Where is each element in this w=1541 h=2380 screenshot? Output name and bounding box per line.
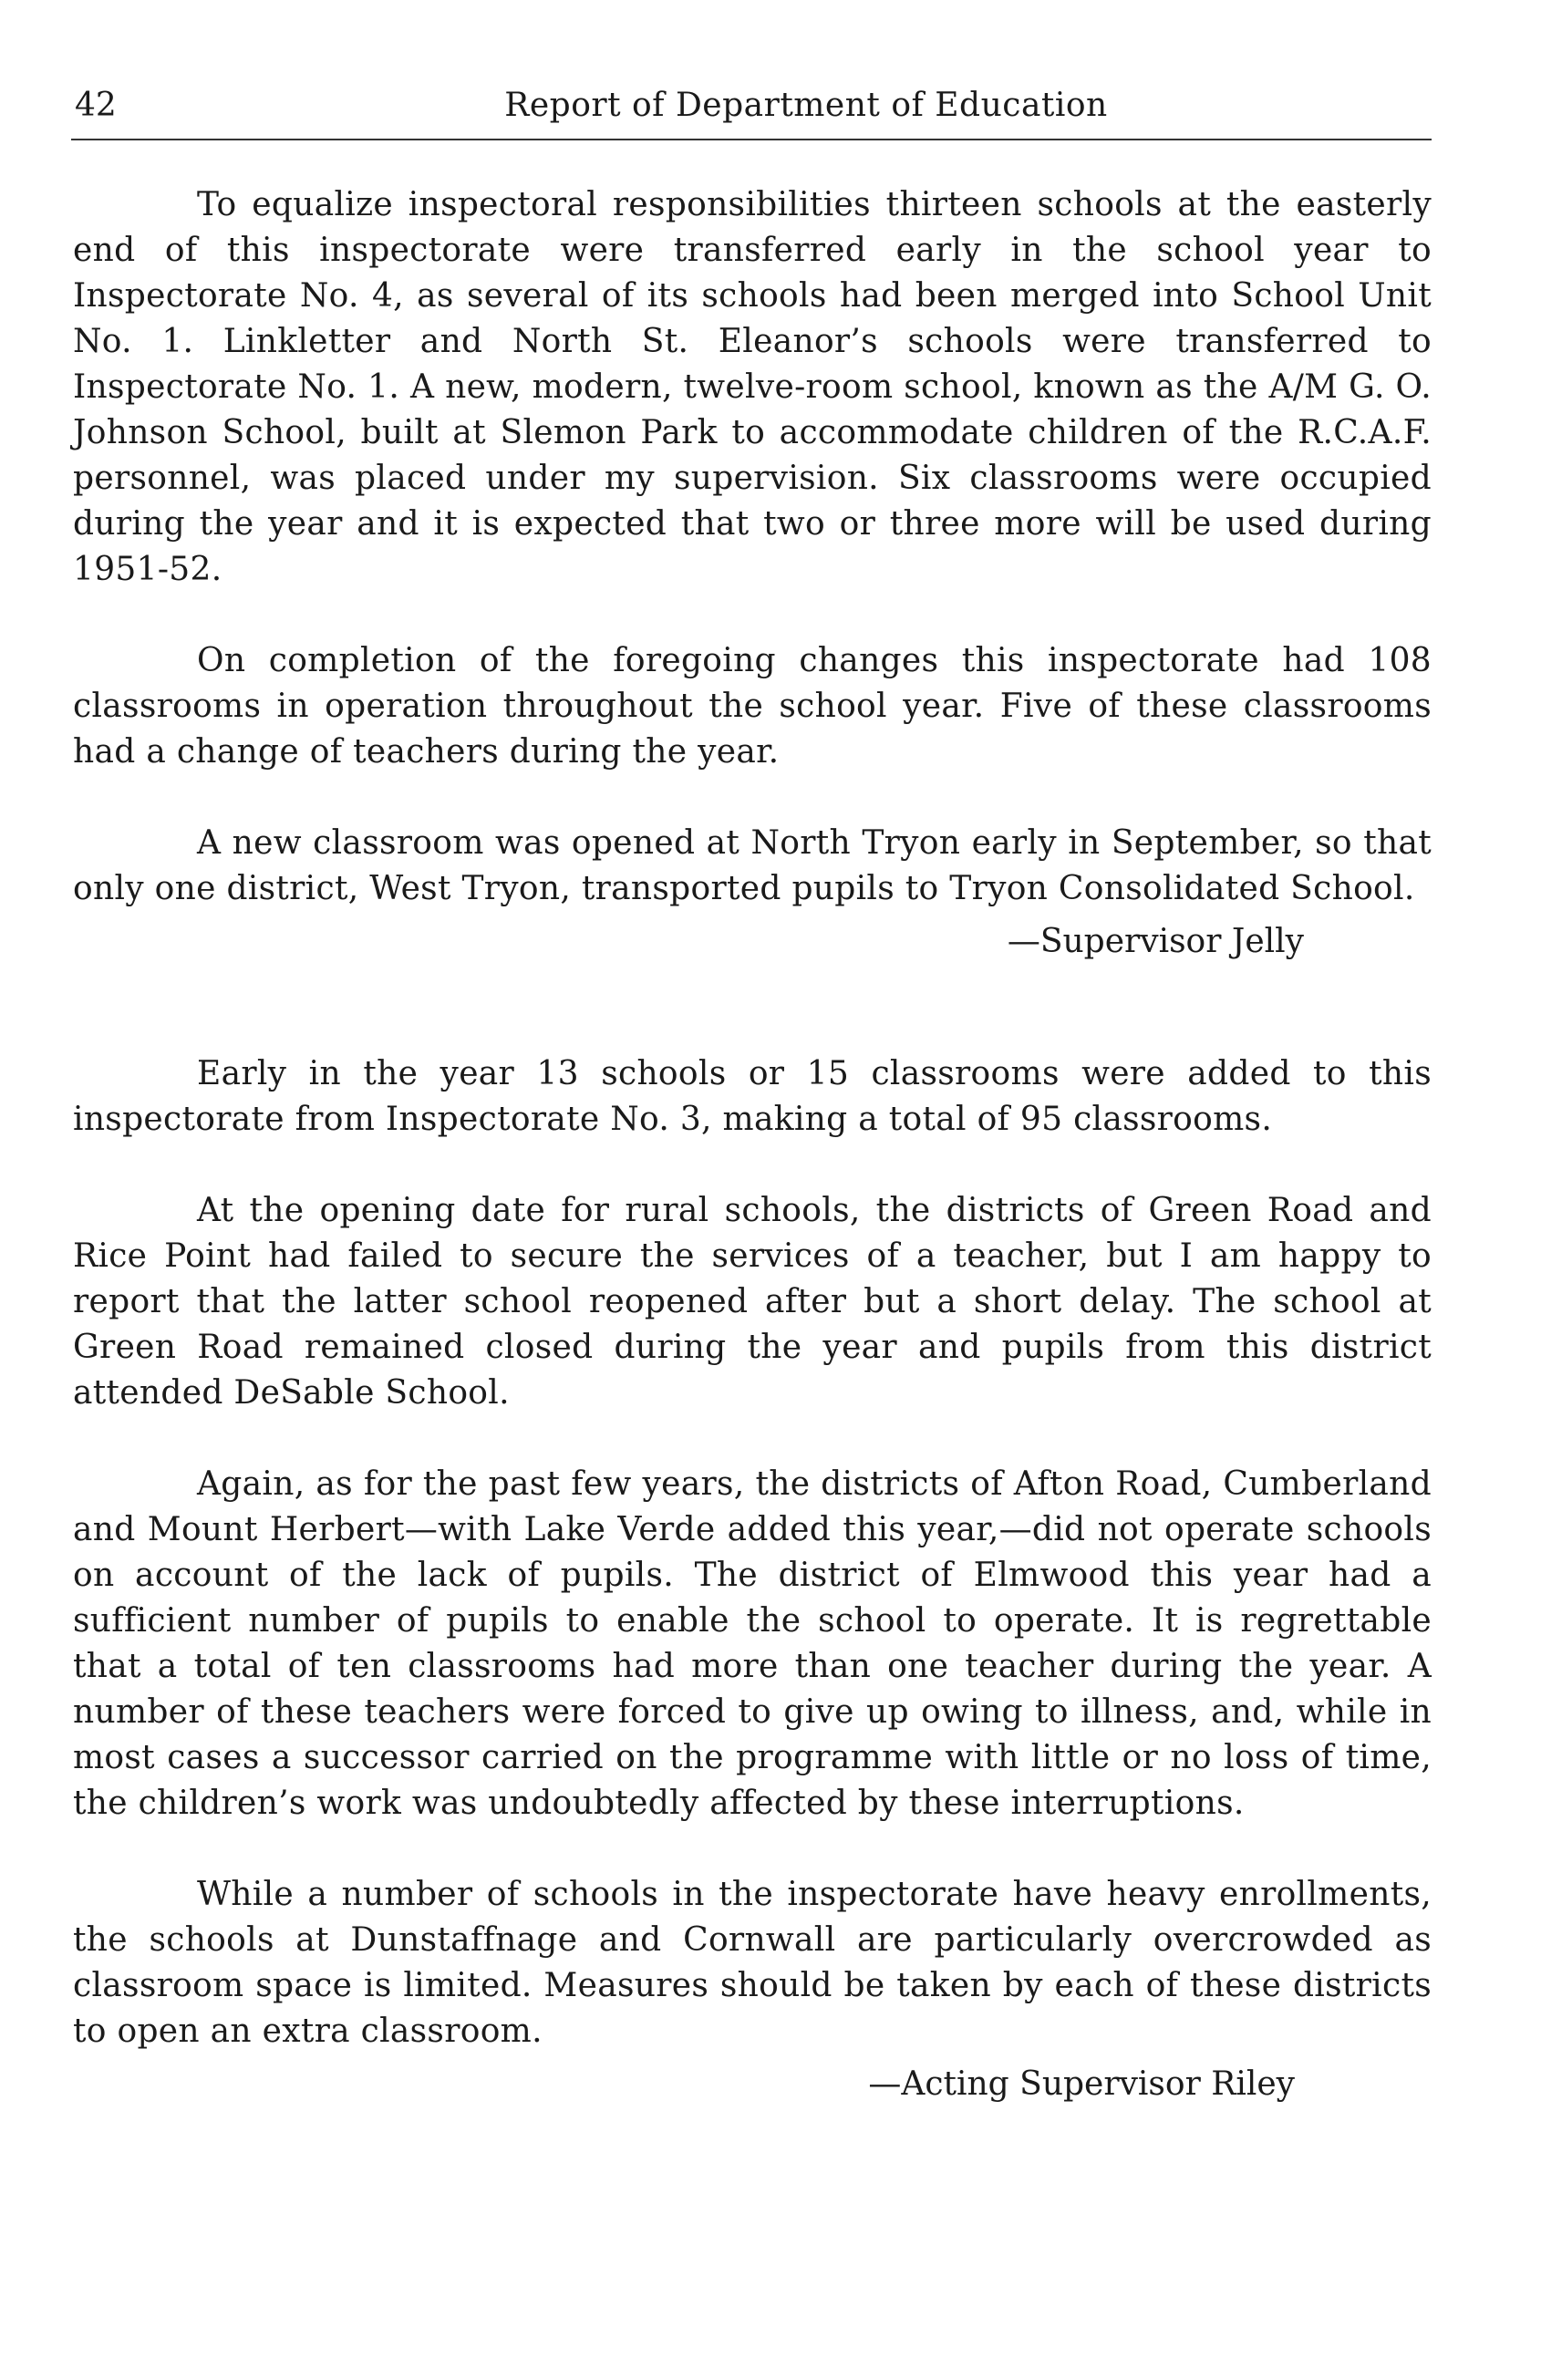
paragraph-inspectorate-transfers: To equalize inspectoral responsibilities thirteen schools at the easterly end of this inspectorate were transferred early in the school year to Inspectorate No. 4, as several of its schools had been merged into School Unit No. 1. Linkletter and North St. Eleanor’s schools were transferred to Inspectorate No. 1. A new, modern, twelve-room school, known as the A/M G. O. Johnson School, built at Slemon Park to accommodate children of the R.C.A.F. personnel, was placed under my supervision. Six classrooms were occupied during the year and it is expected that two or three more will be used during 1951-52. (73, 186, 1432, 588)
paragraph-closed-districts: Again, as for the past few years, the districts of Afton Road, Cumberland and Mount Herbert—with Lake Verde added this year,—did not operate schools on account of the lack of pupils. The district of Elmwood this year had a sufficient number of pupils to enable the school to operate. It is regrettable that a total of ten classrooms had more than one teacher during the year. A number of these teachers were forced to give up owing to illness, and, while in most cases a successor carried on the programme with little or no loss of time, the children’s work was undoubtedly affected by these interruptions. (73, 1465, 1432, 1822)
page-number: 42 (75, 87, 117, 124)
paragraph-enrollments: While a number of schools in the inspectorate have heavy enrollments, the schools at Dunstaffnage and Cornwall are particularly overcrowded as classroom space is limited. Measures should be taken by each of these districts to open an extra classroom. (73, 1876, 1432, 2050)
paragraph-rural-schools: At the opening date for rural schools, the districts of Green Road and Rice Point had failed to secure the services of a teacher, but I am happy to report that the latter school reopened after but a short delay. The school at Green Road remained closed during the year and pupils from this district attended DeSable School. (73, 1192, 1432, 1412)
signature-acting-supervisor-riley: —Acting Supervisor Riley (868, 2065, 1295, 2103)
page-header (71, 84, 1432, 140)
paragraph-added-schools: Early in the year 13 schools or 15 classrooms were added to this inspectorate from Inspectorate No. 3, making a total of 95 classrooms. (73, 1055, 1432, 1138)
paragraph-north-tryon: A new classroom was opened at North Tryon early in September, so that only one district, West Tryon, transported pupils to Tryon Consolidated School. (73, 824, 1432, 907)
signature-supervisor-jelly: —Supervisor Jelly (1007, 923, 1304, 960)
running-head: Report of Department of Education (504, 87, 1108, 124)
body-text (73, 182, 1432, 2107)
paragraph-classroom-count: On completion of the foregoing changes this inspectorate had 108 classrooms in operation throughout the school year. Five of these classrooms had a change of teachers during the year. (73, 642, 1432, 771)
